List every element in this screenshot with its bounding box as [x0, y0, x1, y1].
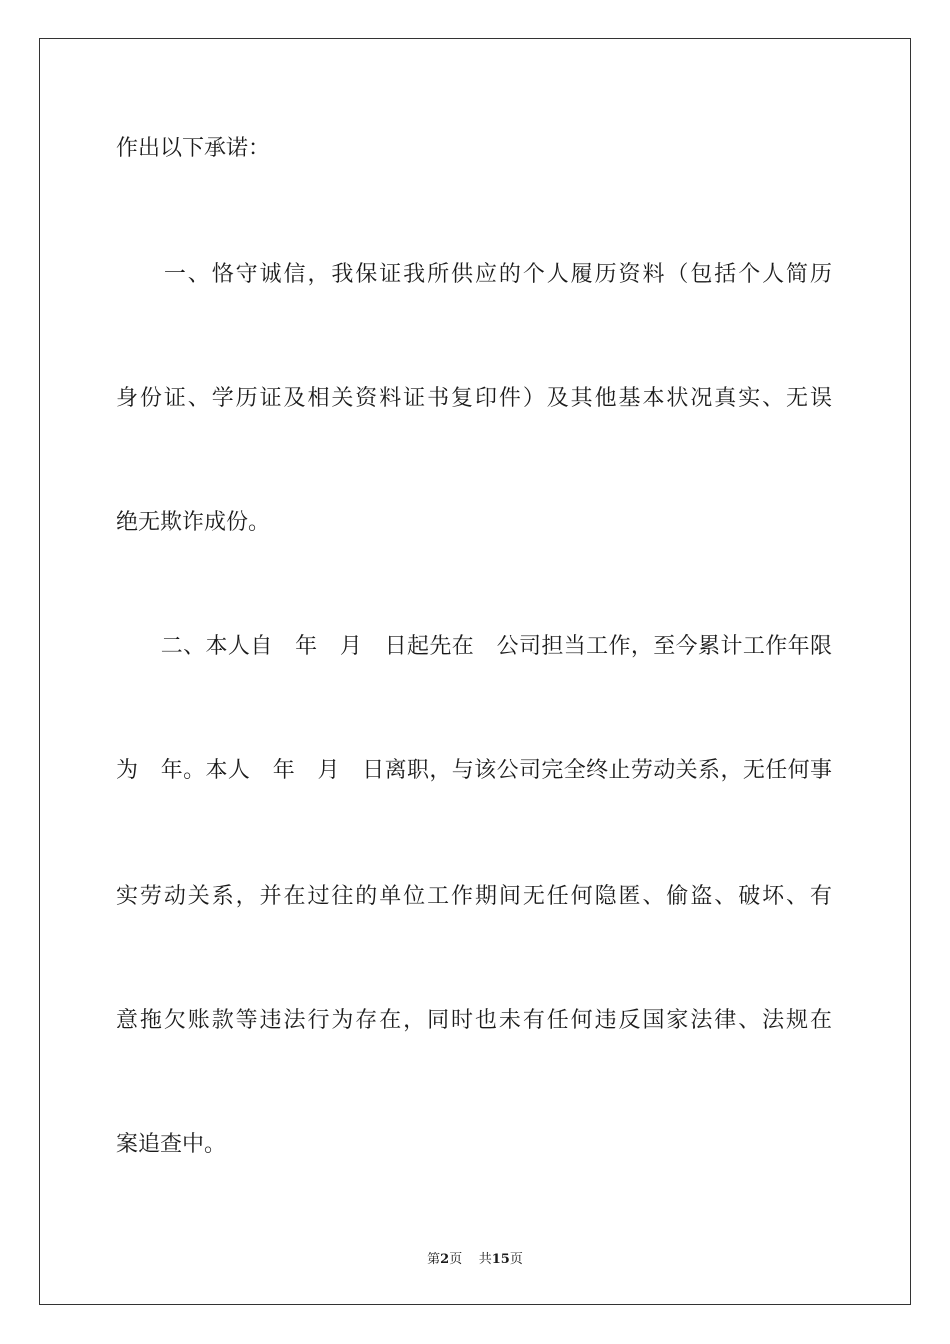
- page-prefix: 第: [427, 1252, 441, 1267]
- document-line: 案追查中。: [116, 1132, 227, 1157]
- total-suffix: 页: [509, 1252, 523, 1267]
- page-number: 2: [440, 1252, 450, 1267]
- document-line: 绝无欺诈成份。: [116, 510, 271, 535]
- document-line: 作出以下承诺：: [116, 136, 271, 161]
- document-line: 为 年。本人 年 月 日离职，与该公司完全终止劳动关系，无任何事: [116, 758, 832, 783]
- page-footer: [0, 1248, 950, 1267]
- page-border: [39, 38, 911, 1305]
- total-prefix: 共: [478, 1252, 492, 1267]
- document-line: 意拖欠账款等违法行为存在，同时也未有任何违反国家法律、法规在: [116, 1008, 832, 1033]
- total-pages: 15: [491, 1252, 510, 1267]
- page-suffix: 页: [449, 1252, 463, 1267]
- document-line: 身份证、学历证及相关资料证书复印件）及其他基本状况真实、无误: [116, 386, 832, 411]
- document-line: 一、恪守诚信，我保证我所供应的个人履历资料（包括个人简历: [116, 262, 832, 287]
- document-line: 实劳动关系，并在过往的单位工作期间无任何隐匿、偷盗、破坏、有: [116, 884, 832, 909]
- document-line: 二、本人自 年 月 日起先在 公司担当工作，至今累计工作年限: [116, 634, 832, 659]
